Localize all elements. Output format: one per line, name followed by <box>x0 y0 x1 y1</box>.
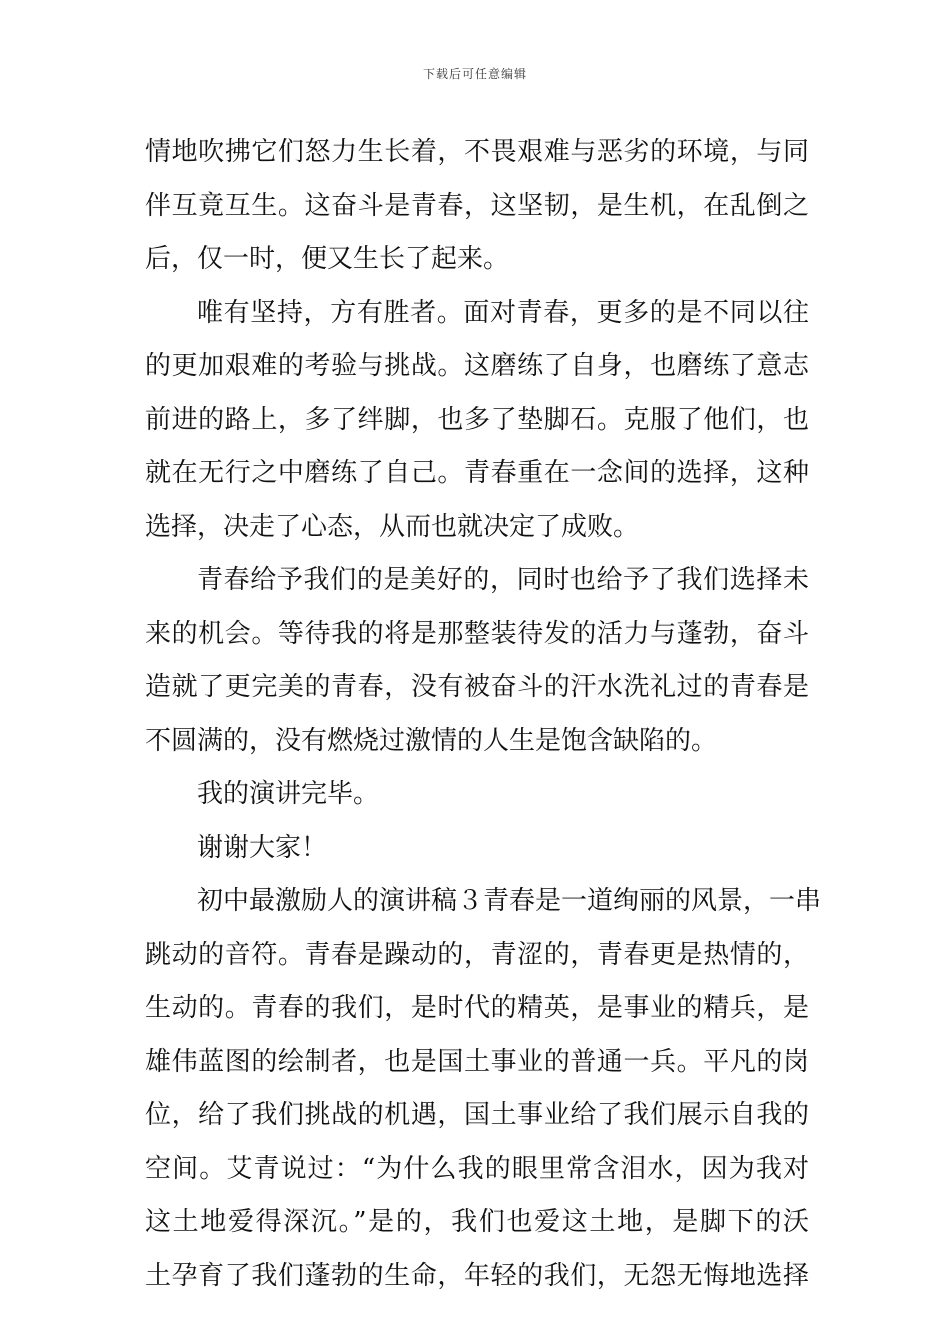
text-line: 谢谢大家！ <box>197 832 328 863</box>
text-line: 跳动的音符。青春是躁动的，青涩的，青春更是热情的， <box>145 939 809 970</box>
text-line: 生动的。青春的我们，是时代的精英，是事业的精兵，是 <box>145 993 809 1023</box>
text-line: 位，给了我们挑战的机遇，国土事业给了我们展示自我的 <box>145 1100 809 1130</box>
text-line: 初中最激励人的演讲稿３青春是一道绚丽的风景，一串 <box>197 886 822 916</box>
text-line: 空间。艾青说过：“为什么我的眼里常含泪水，因为我对 <box>145 1153 809 1184</box>
text-line: 情地吹拂它们怒力生长着，不畏艰难与恶劣的环境，与同 <box>145 137 809 167</box>
text-line: 青春给予我们的是美好的，同时也给予了我们选择未 <box>197 565 809 595</box>
text-line: 不圆满的，没有燃烧过激情的人生是饱含缺陷的。 <box>145 725 718 756</box>
text-line: 造就了更完美的青春，没有被奋斗的汗水洗礼过的青春是 <box>145 672 809 702</box>
text-line: 伴互竟互生。这奋斗是青春，这坚韧，是生机，在乱倒之 <box>145 190 809 221</box>
text-line: 土孕育了我们蓬勃的生命，年轻的我们，无怨无悔地选择 <box>145 1260 809 1291</box>
text-line: 后，仅一时，便又生长了起来。 <box>145 244 510 274</box>
text-line: 就在无行之中磨练了自己。青春重在一念间的选择，这种 <box>145 458 809 488</box>
document-body <box>145 126 822 1303</box>
text-line: 唯有坚持，方有胜者。面对青春，更多的是不同以往 <box>197 297 809 328</box>
text-line: 这土地爱得深沉。”是的，我们也爱这土地，是脚下的沃 <box>145 1207 809 1237</box>
text-line: 的更加艰难的考验与挑战。这磨练了自身，也磨练了意志 <box>145 351 809 381</box>
text-line: 来的机会。等待我的将是那整装待发的活力与蓬勃，奋斗 <box>145 618 809 649</box>
text-line: 我的演讲完毕。 <box>197 779 380 809</box>
page-header: 下载后可任意编辑 <box>422 67 527 81</box>
text-line: 雄伟蓝图的绘制者，也是国土事业的普通一兵。平凡的岗 <box>145 1046 809 1077</box>
text-line: 选择，决走了心态，从而也就决定了成败。 <box>145 511 640 542</box>
text-line: 前进的路上，多了绊脚，也多了垫脚石。克服了他们，也 <box>145 404 809 435</box>
